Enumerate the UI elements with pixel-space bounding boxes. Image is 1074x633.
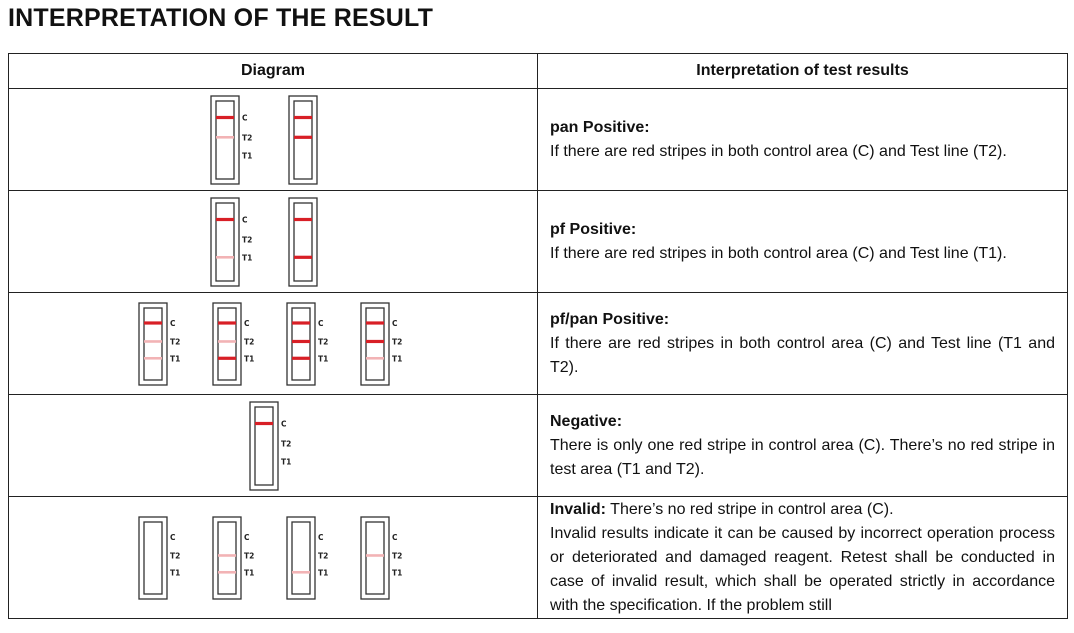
test-strip: [286, 302, 334, 386]
strip-label-t1: T1: [244, 353, 255, 363]
strip-inner-window: [255, 407, 273, 485]
strip-label-t2: T2: [392, 550, 403, 560]
strip-label-c: C: [242, 113, 248, 122]
strip-line-t1: [292, 356, 310, 359]
strip-inner-window: [144, 308, 162, 380]
test-strip-group: [9, 95, 537, 185]
header-interpretation: Interpretation of test results: [538, 54, 1068, 89]
test-strip: [212, 516, 260, 600]
strip-label-t2: T2: [392, 336, 403, 346]
strip-line-t2: [218, 340, 236, 343]
strip-inner-window: [144, 522, 162, 594]
result-heading: Invalid:: [550, 500, 607, 518]
diagram-cell: [9, 191, 538, 293]
strip-line-t1: [144, 356, 162, 359]
strip-inner-window: [294, 203, 312, 281]
strip-label-t1: T1: [392, 567, 403, 577]
strip-line-c: [216, 217, 234, 220]
strip-label-t1: T1: [281, 456, 292, 466]
strip-line-t2: [292, 339, 310, 342]
page-title: INTERPRETATION OF THE RESULT: [8, 4, 434, 32]
strip-label-t2: T2: [170, 550, 181, 560]
strip-line-t1: [218, 570, 236, 573]
test-strip-group: [9, 401, 537, 491]
test-strip: [212, 302, 260, 386]
strip-line-c: [255, 421, 273, 424]
strip-label-t1: T1: [170, 567, 181, 577]
result-table: [8, 53, 1068, 619]
strip-line-c: [144, 321, 162, 324]
test-strip: [138, 516, 186, 600]
strip-label-t1: T1: [318, 567, 329, 577]
strip-line-t2: [216, 136, 234, 139]
diagram-cell: [9, 395, 538, 497]
strip-line-t1: [218, 356, 236, 359]
strip-line-t2: [218, 554, 236, 557]
result-heading: Negative:: [550, 412, 623, 430]
strip-label-c: C: [318, 318, 324, 328]
strip-inner-window: [216, 101, 234, 179]
strip-line-t2: [366, 339, 384, 342]
strip-label-t1: T1: [392, 353, 403, 363]
interpretation-cell: [538, 395, 1068, 497]
strip-label-c: C: [242, 215, 248, 224]
strip-label-c: C: [170, 318, 176, 328]
test-strip: [138, 302, 186, 386]
strip-label-t2: T2: [244, 336, 255, 346]
table-row: [9, 191, 1068, 293]
strip-label-t2: T2: [170, 336, 181, 346]
test-strip-group: [9, 302, 537, 386]
result-heading: pan Positive:: [550, 118, 650, 136]
strip-label-c: C: [244, 532, 250, 542]
strip-inner-window: [366, 522, 384, 594]
strip-line-c: [366, 321, 384, 324]
test-strip: [288, 95, 336, 185]
table-row: [9, 395, 1068, 497]
result-description: If there are red stripes in both control area (C) and Test line (T1).: [550, 244, 1007, 262]
test-strip: [360, 516, 408, 600]
strip-line-t1: [292, 570, 310, 573]
strip-label-c: C: [392, 318, 398, 328]
strip-inner-window: [292, 308, 310, 380]
strip-inner-window: [294, 101, 312, 179]
result-heading-line: [550, 498, 1055, 522]
diagram-cell: [9, 89, 538, 191]
result-heading: pf/pan Positive:: [550, 310, 670, 328]
interpretation-cell: [538, 497, 1068, 619]
strip-label-c: C: [244, 318, 250, 328]
diagram-cell: [9, 497, 538, 619]
strip-label-t1: T1: [242, 150, 253, 160]
strip-line-c: [292, 321, 310, 324]
strip-line-c: [216, 115, 234, 118]
strip-label-c: C: [318, 532, 324, 542]
test-strip: [210, 197, 258, 287]
strip-label-t2: T2: [281, 438, 292, 448]
strip-label-t2: T2: [244, 550, 255, 560]
test-strip: [286, 516, 334, 600]
result-heading: pf Positive:: [550, 220, 637, 238]
strip-line-t2: [144, 340, 162, 343]
strip-label-t2: T2: [318, 336, 329, 346]
table-header-row: [9, 54, 1068, 89]
strip-label-c: C: [281, 419, 287, 428]
test-strip-group: [9, 516, 537, 600]
interpretation-cell: [538, 293, 1068, 395]
strip-line-c: [294, 217, 312, 220]
strip-label-t2: T2: [318, 550, 329, 560]
strip-line-t2: [294, 135, 312, 138]
table-row: [9, 293, 1068, 395]
strip-label-t2: T2: [242, 234, 253, 244]
strip-label-t1: T1: [244, 567, 255, 577]
test-strip: [288, 197, 336, 287]
strip-label-t1: T1: [318, 353, 329, 363]
strip-label-t1: T1: [170, 353, 181, 363]
strip-label-t2: T2: [242, 132, 253, 142]
diagram-cell: [9, 293, 538, 395]
strip-inner-window: [218, 522, 236, 594]
strip-label-t1: T1: [242, 252, 253, 262]
strip-line-t1: [366, 356, 384, 359]
table-row: [9, 497, 1068, 619]
interpretation-cell: [538, 191, 1068, 293]
strip-inner-window: [218, 308, 236, 380]
strip-label-c: C: [170, 532, 176, 542]
strip-line-c: [294, 115, 312, 118]
result-description: If there are red stripes in both control area (C) and Test line (T1 and T2).: [550, 334, 1055, 376]
strip-inner-window: [366, 308, 384, 380]
header-diagram: Diagram: [9, 54, 538, 89]
test-strip: [249, 401, 297, 491]
result-description: There is only one red stripe in control area (C). There’s no red stripe in test area (T1 and T2).: [550, 436, 1055, 478]
strip-line-t2: [366, 554, 384, 557]
strip-line-t1: [294, 255, 312, 258]
result-heading-suffix: There’s no red stripe in control area (C).: [606, 500, 894, 518]
strip-label-c: C: [392, 532, 398, 542]
test-strip: [210, 95, 258, 185]
result-description: Invalid results indicate it can be caused by incorrect operation process or deteriorated and damaged reagent. Retest shall be conducted in case of invalid result, which shall be operated strictly in accordance with the specification. If the problem still: [550, 524, 1055, 614]
result-description: If there are red stripes in both control area (C) and Test line (T2).: [550, 142, 1007, 160]
strip-inner-window: [216, 203, 234, 281]
test-strip-group: [9, 197, 537, 287]
table-row: [9, 89, 1068, 191]
test-strip: [360, 302, 408, 386]
strip-inner-window: [292, 522, 310, 594]
strip-line-c: [218, 321, 236, 324]
interpretation-cell: [538, 89, 1068, 191]
strip-line-t1: [216, 256, 234, 259]
